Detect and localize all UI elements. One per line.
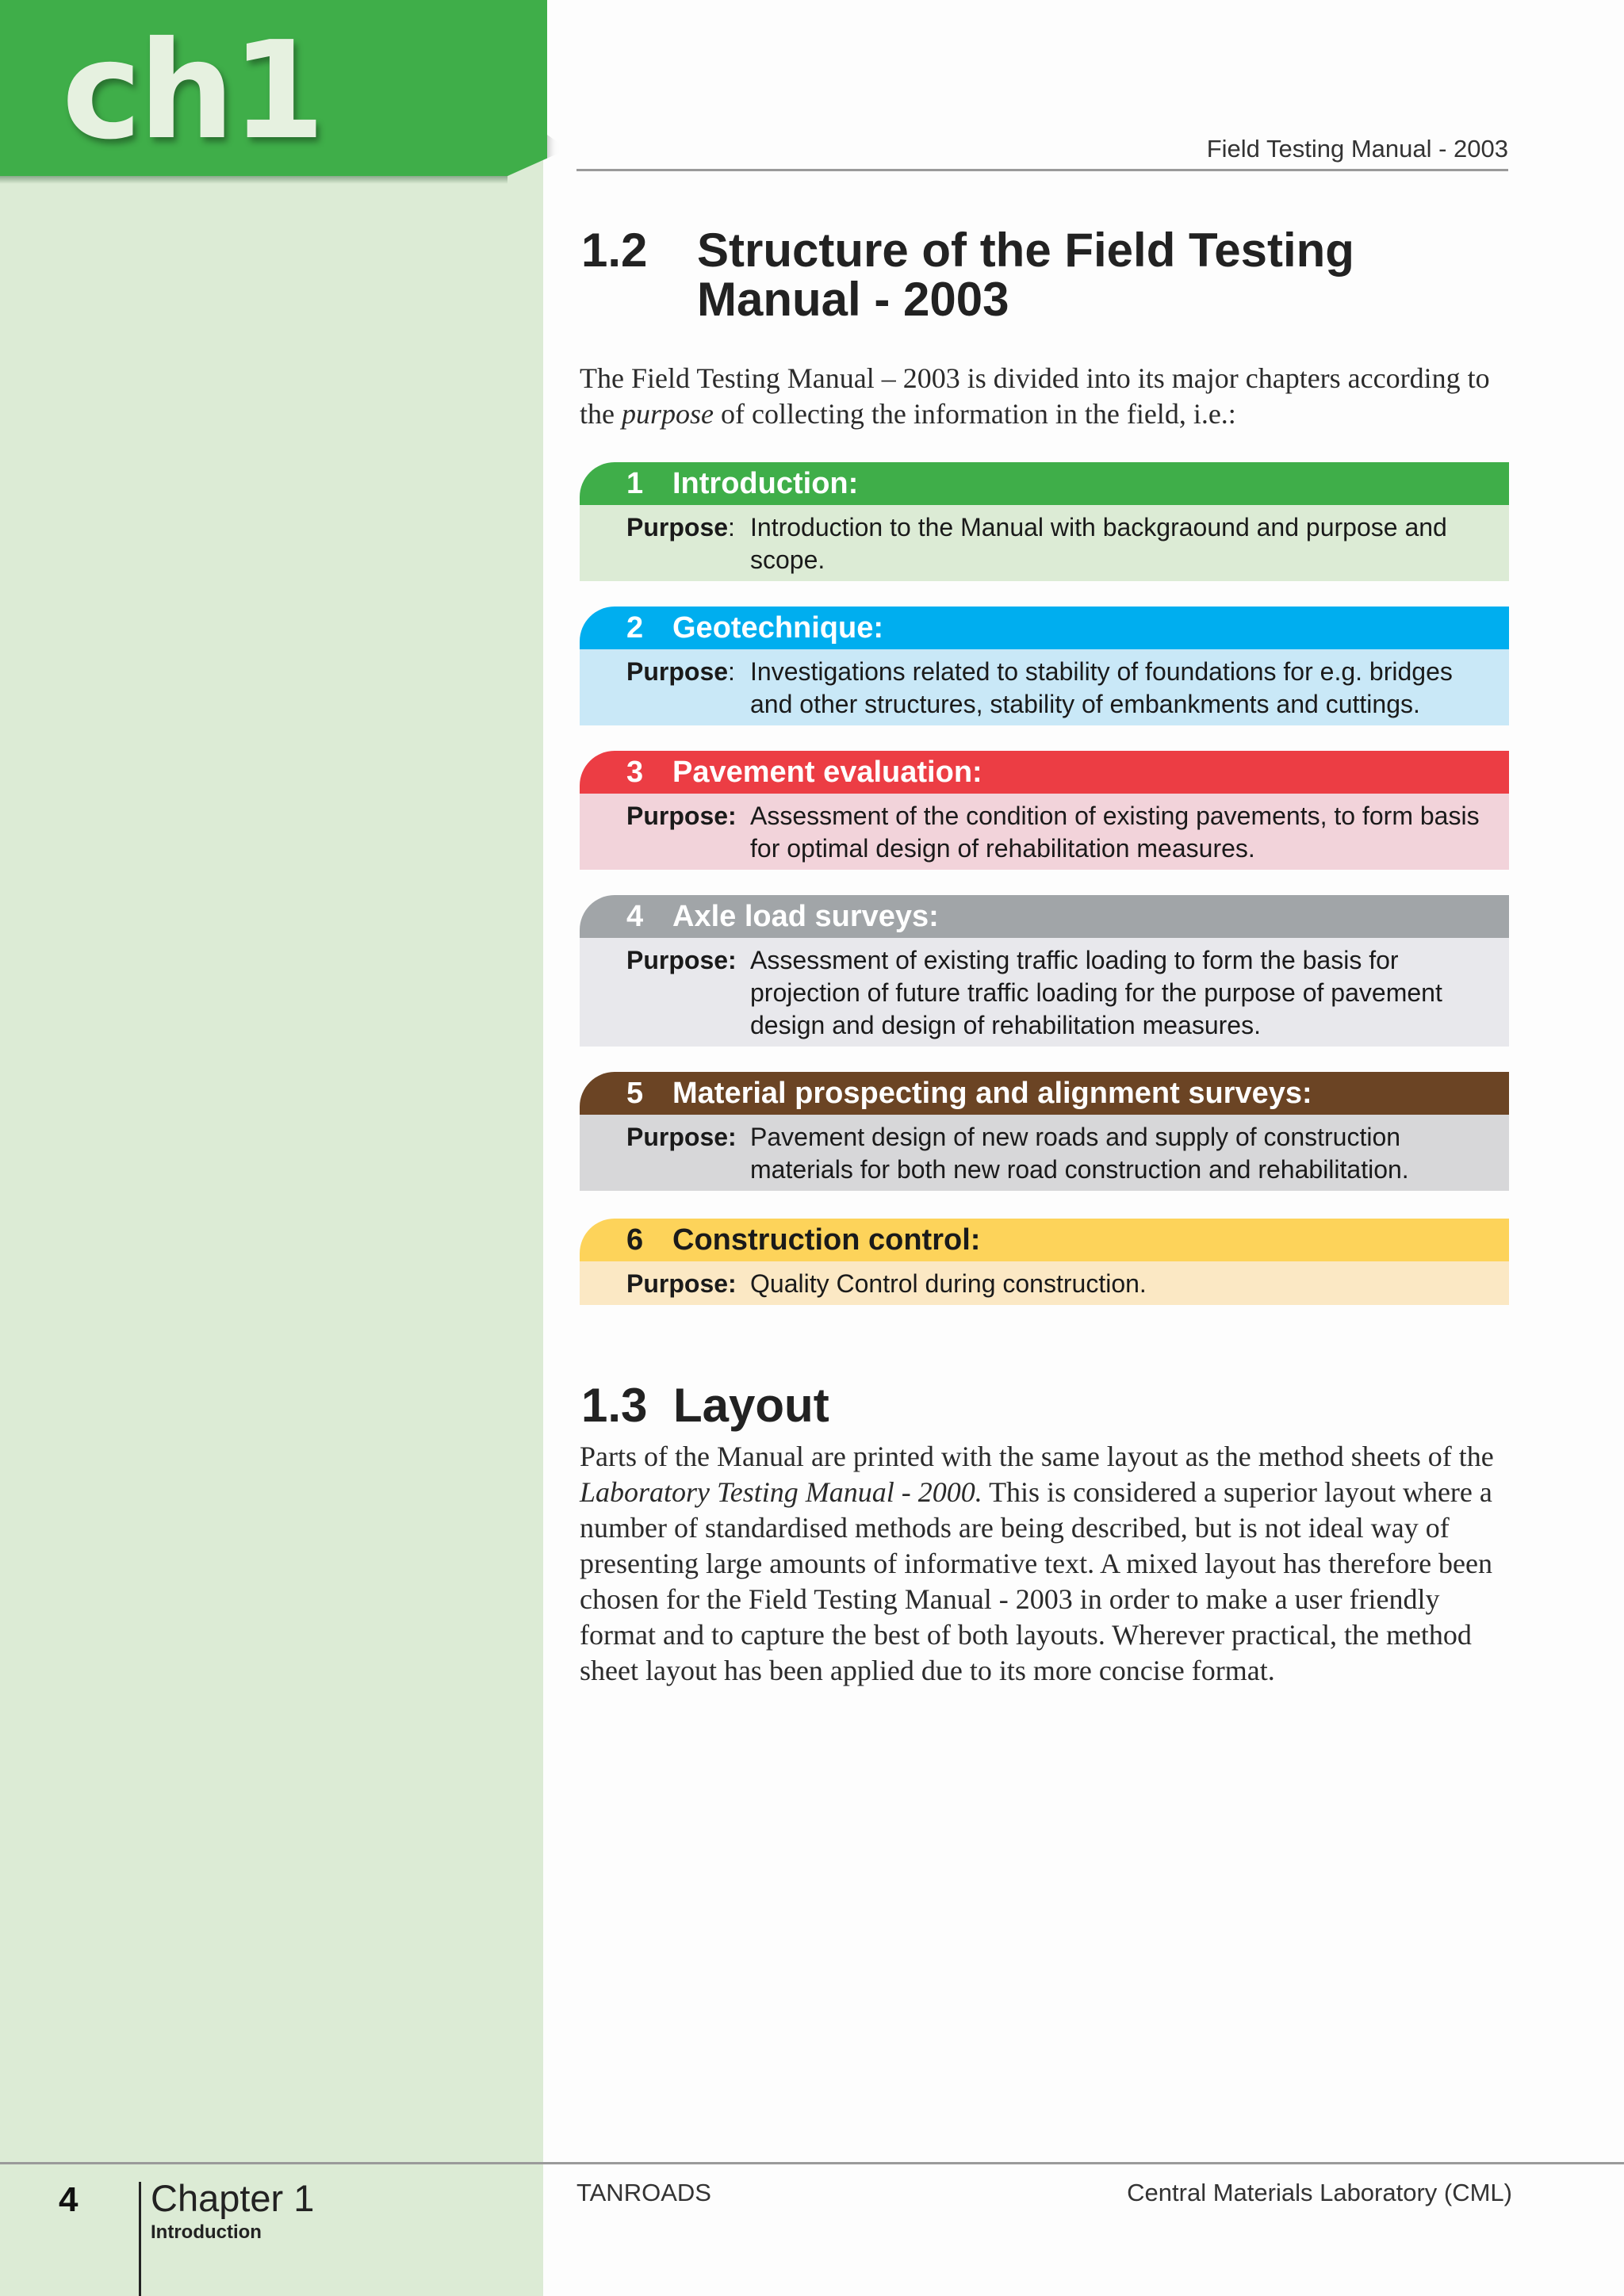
purpose-label: Purpose: [626,946,737,974]
footer-laboratory: Central Materials Laboratory (CML) [1127,2179,1512,2206]
chapter-box-body [580,1115,1509,1191]
page-number: 4 [59,2180,79,2219]
layout-text-1: Parts of the Manual are printed with the same layout as the method sheets of the [580,1441,1494,1472]
chapter-box-3 [580,751,1509,870]
footer-chapter-subtitle: Introduction [151,2221,262,2243]
chapter-tab-label: ch1 [62,13,323,170]
chapter-title: Axle load surveys: [672,900,939,933]
chapter-box-header [580,462,1509,505]
chapter-tab-shadow [0,176,508,184]
purpose-text: Pavement design of new roads and supply of construction materials for both new road construction and rehabilitation. [750,1123,1409,1184]
chapter-title: Pavement evaluation: [672,756,982,789]
chapter-number: 5 [626,1077,644,1110]
chapter-box-header [580,1219,1509,1261]
chapter-number: 4 [626,900,644,933]
intro-text-1: The Field Testing Manual – 2003 is divided into its major chapters according to the [580,362,1490,430]
chapter-title: Material prospecting and alignment surveys: [672,1077,1312,1110]
layout-text-2: This is considered a superior layout where a number of standardised methods are being described, but is not ideal way of presenting large amounts of informative text. A mixed layout has therefore been chosen for the Field Testing Manual - 2003 in order to make a user friendly format and to capture the best of both layouts. Wherever practical, the method sheet layout has been applied due to its more concise format. [580,1476,1492,1686]
purpose-text: Investigations related to stability of foundations for e.g. bridges and other structures, stability of embankments and cuttings. [750,657,1453,718]
purpose-label: Purpose: [626,513,735,541]
chapter-box-header [580,1072,1509,1115]
chapter-number: 1 [626,467,644,500]
header-rule [576,169,1508,171]
footer-divider [139,2182,141,2296]
chapter-box-5 [580,1072,1509,1191]
purpose-label: Purpose: [626,1123,737,1151]
chapter-box-4 [580,895,1509,1047]
section-number: 1.2 [581,224,648,277]
section-title: Structure of the Field Testing Manual - 2003 [697,224,1354,326]
footer-organization: TANROADS [576,2179,711,2206]
chapter-box-body [580,938,1509,1047]
section-number: 1.3 [581,1379,648,1432]
chapter-title: Geotechnique: [672,611,884,645]
purpose-label: Purpose: [626,657,735,686]
intro-text-2: of collecting the information in the field, i.e.: [713,398,1236,430]
chapter-box-body [580,649,1509,725]
intro-paragraph [580,361,1509,432]
chapter-box-body [580,1261,1509,1305]
chapter-title: Introduction: [672,467,859,500]
footer-chapter: Chapter 1 [151,2177,315,2219]
chapter-number: 3 [626,756,644,789]
chapter-number: 6 [626,1223,644,1257]
layout-text-italic: Laboratory Testing Manual - 2000. [580,1476,982,1508]
chapter-box-1 [580,462,1509,581]
purpose-text: Assessment of the condition of existing pavements, to form basis for optimal design of rehabilitation measures. [750,802,1480,863]
chapter-box-header [580,895,1509,938]
purpose-text: Assessment of existing traffic loading to form the basis for projection of future traffic loading for the purpose of pavement design and design of rehabilitation measures. [750,946,1442,1039]
purpose-text: Introduction to the Manual with backgraound and purpose and scope. [750,513,1447,574]
purpose-label: Purpose: [626,1269,737,1298]
purpose-text: Quality Control during construction. [750,1269,1147,1298]
chapter-box-body [580,505,1509,581]
chapter-box-header [580,607,1509,649]
chapter-box-2 [580,607,1509,725]
chapter-box-body [580,794,1509,870]
section-title: Layout [673,1379,829,1432]
chapter-box-6 [580,1219,1509,1305]
intro-text-italic: purpose [621,398,714,430]
layout-paragraph [580,1439,1509,1689]
chapter-title: Construction control: [672,1223,981,1257]
running-header: Field Testing Manual - 2003 [1206,135,1508,163]
chapter-box-header [580,751,1509,794]
sidebar-panel [0,0,543,2296]
chapter-number: 2 [626,611,644,645]
footer-rule [0,2162,1624,2164]
purpose-label: Purpose: [626,802,737,830]
